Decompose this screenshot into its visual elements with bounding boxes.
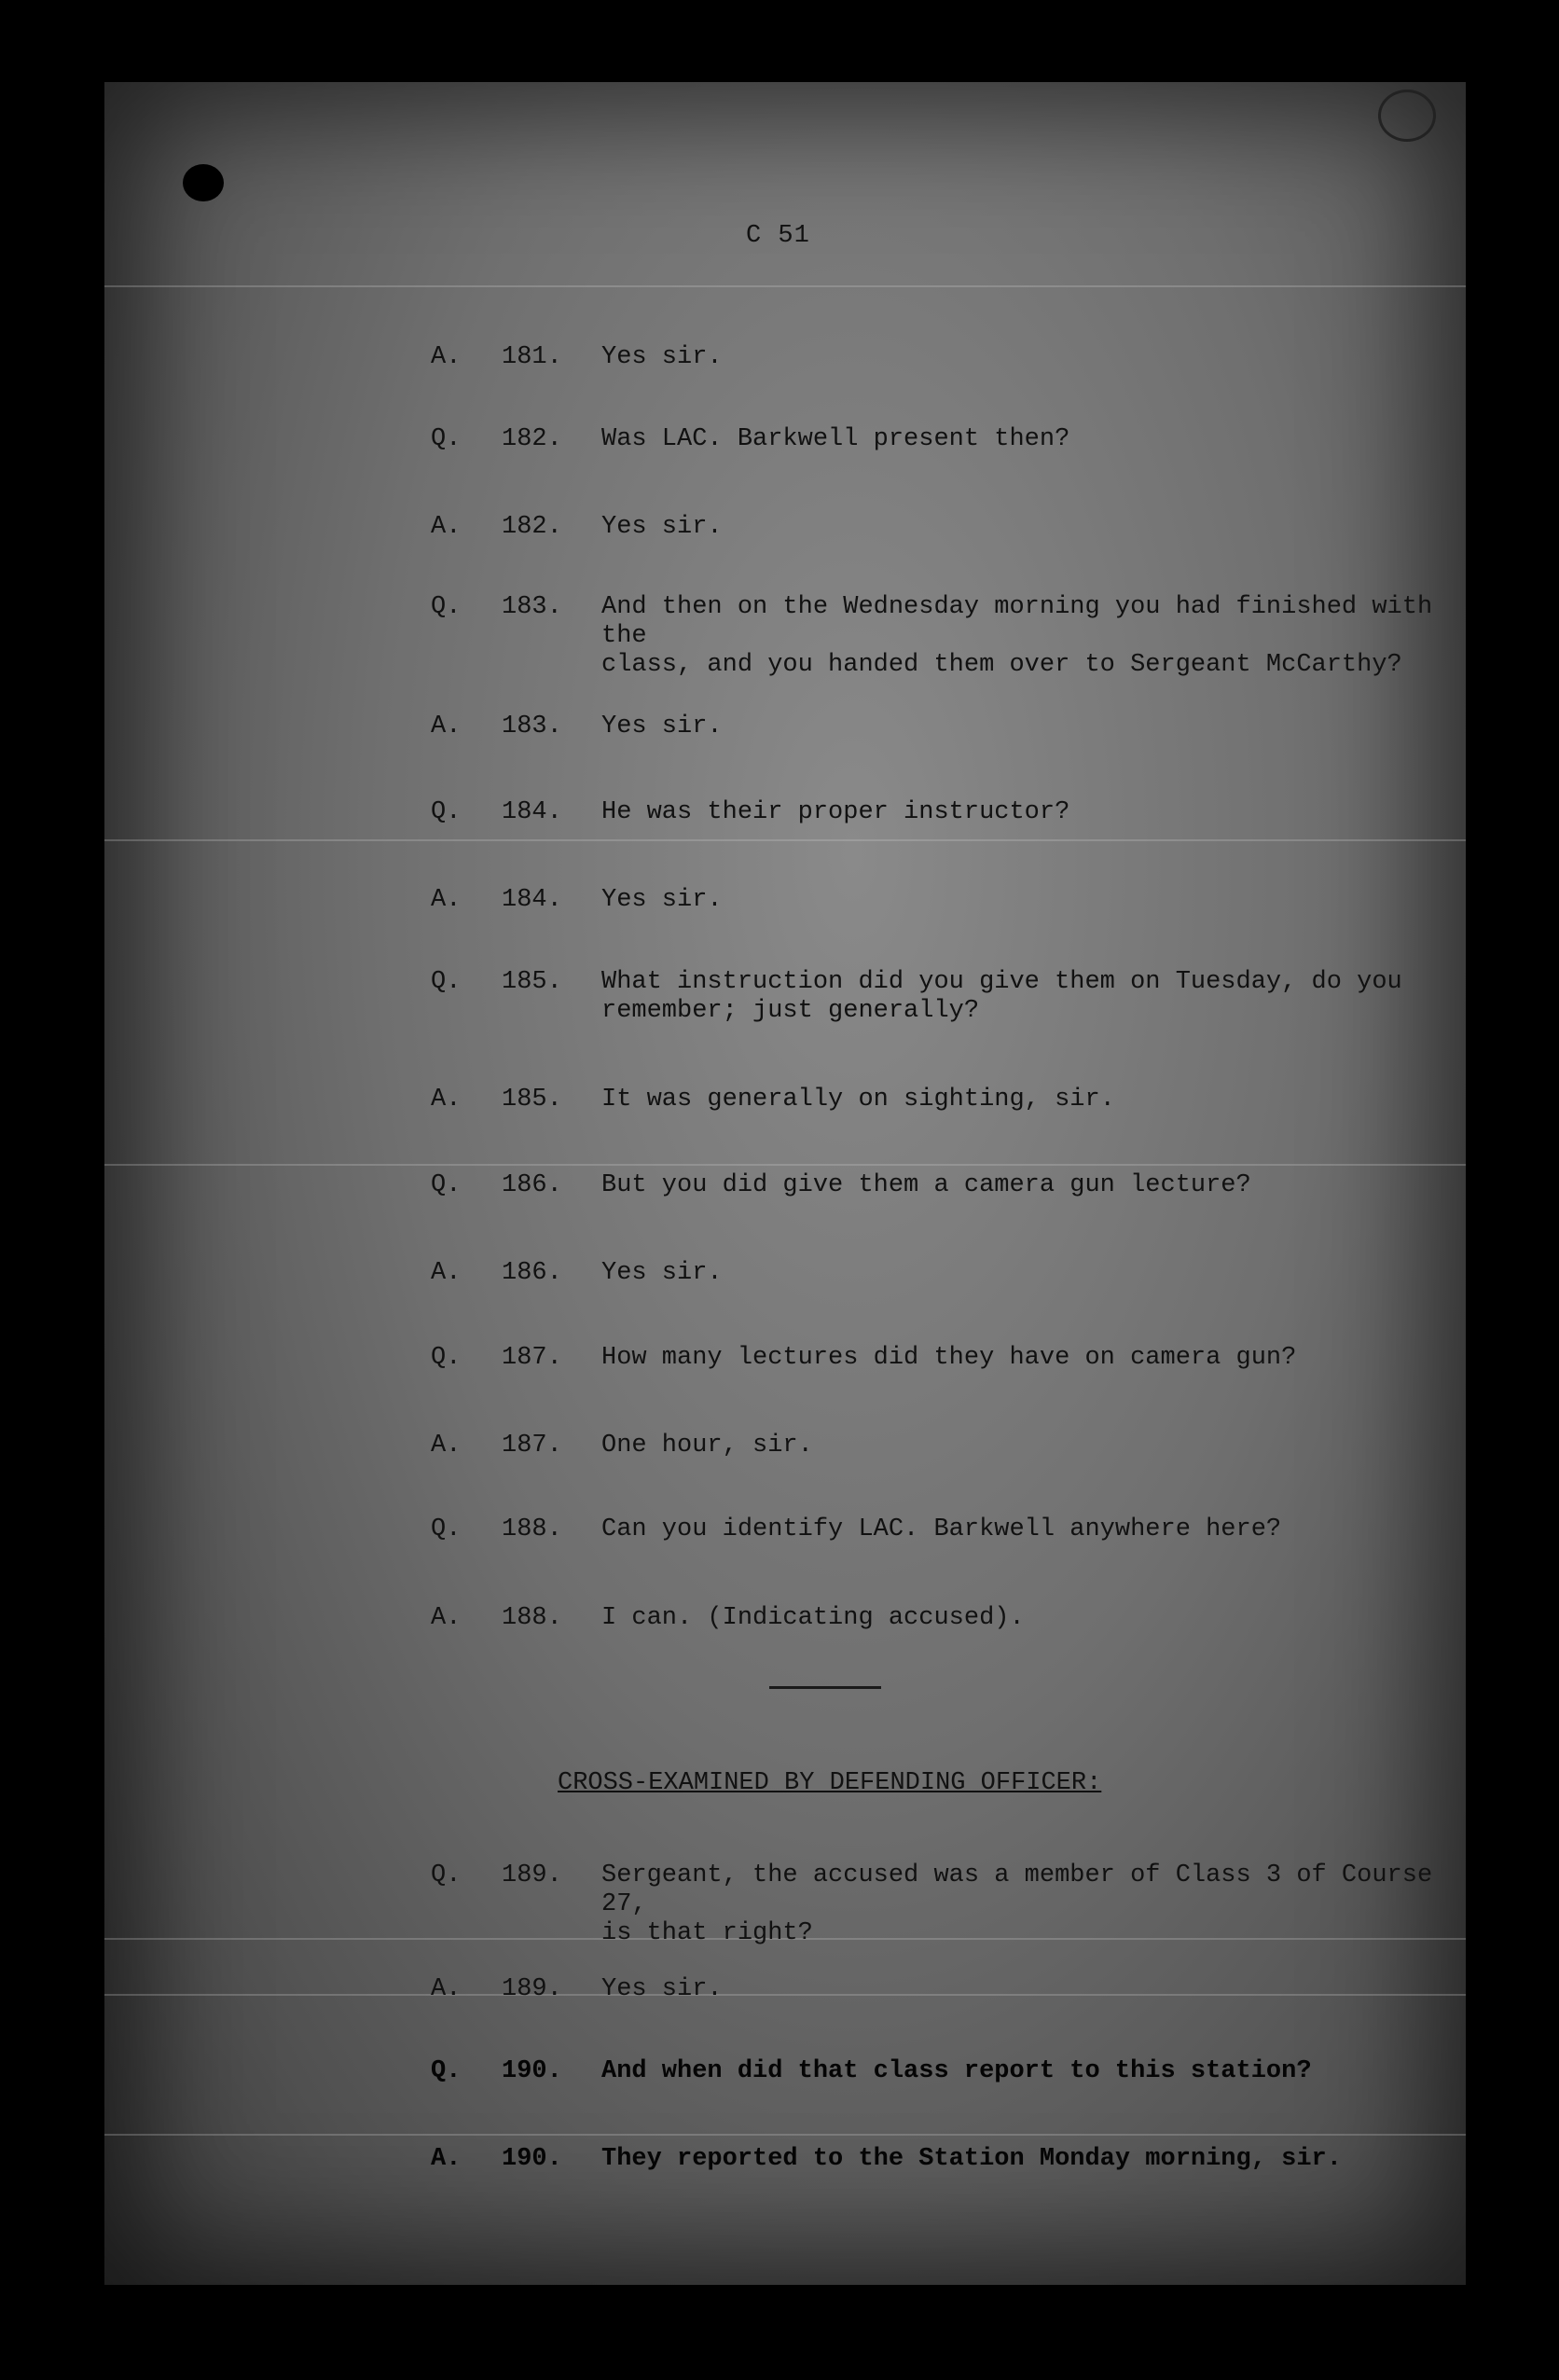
entry-number: 190. xyxy=(502,2057,562,2085)
entry-text: But you did give them a camera gun lecture? xyxy=(601,1171,1251,1199)
entry-number: 182. xyxy=(502,425,562,453)
entry-label: A. xyxy=(431,1432,462,1460)
entry-number: 186. xyxy=(502,1171,562,1199)
entry-text: What instruction did you give them on Tuesday, do you remember; just generally? xyxy=(601,968,1402,1025)
entry-number: 189. xyxy=(502,1975,562,2003)
entry-number: 190. xyxy=(502,2145,562,2173)
entry-label: Q. xyxy=(431,593,462,621)
entry-label: Q. xyxy=(431,2057,462,2085)
fold-line xyxy=(104,1164,1466,1166)
entry-number: 185. xyxy=(502,1086,562,1114)
entry-text: It was generally on sighting, sir. xyxy=(601,1086,1115,1114)
entry-label: Q. xyxy=(431,425,462,453)
entry-number: 184. xyxy=(502,886,562,914)
entry-number: 181. xyxy=(502,343,562,371)
ink-blot xyxy=(183,164,224,201)
entry-number: 183. xyxy=(502,593,562,621)
fold-line xyxy=(104,839,1466,841)
entry-label: A. xyxy=(431,2145,462,2173)
entry-label: A. xyxy=(431,343,462,371)
entry-text: He was their proper instructor? xyxy=(601,798,1070,826)
separator-line xyxy=(769,1686,881,1689)
entry-number: 186. xyxy=(502,1259,562,1287)
entry-number: 182. xyxy=(502,513,562,541)
entry-label: Q. xyxy=(431,798,462,826)
entry-label: A. xyxy=(431,1259,462,1287)
entry-text: Can you identify LAC. Barkwell anywhere here? xyxy=(601,1515,1282,1543)
entry-text: One hour, sir. xyxy=(601,1432,813,1460)
entry-text: They reported to the Station Monday morning, sir. xyxy=(601,2145,1342,2173)
entry-label: A. xyxy=(431,713,462,740)
page-number: C 51 xyxy=(746,222,810,250)
entry-number: 184. xyxy=(502,798,562,826)
entry-text: And when did that class report to this station? xyxy=(601,2057,1312,2085)
entry-label: Q. xyxy=(431,1344,462,1372)
entry-number: 187. xyxy=(502,1344,562,1372)
entry-number: 188. xyxy=(502,1604,562,1632)
entry-label: A. xyxy=(431,1086,462,1114)
entry-text: Yes sir. xyxy=(601,1259,723,1287)
entry-number: 189. xyxy=(502,1861,562,1889)
section-heading: CROSS-EXAMINED BY DEFENDING OFFICER: xyxy=(558,1769,1102,1797)
entry-number: 187. xyxy=(502,1432,562,1460)
entry-text: I can. (Indicating accused). xyxy=(601,1604,1025,1632)
entry-label: Q. xyxy=(431,1515,462,1543)
entry-text: Yes sir. xyxy=(601,713,723,740)
corner-stamp-mark xyxy=(1378,90,1436,142)
entry-text: How many lectures did they have on camera gun? xyxy=(601,1344,1297,1372)
entry-number: 188. xyxy=(502,1515,562,1543)
fold-line xyxy=(104,2134,1466,2136)
entry-label: A. xyxy=(431,886,462,914)
entry-text: Was LAC. Barkwell present then? xyxy=(601,425,1070,453)
entry-label: A. xyxy=(431,1604,462,1632)
entry-number: 185. xyxy=(502,968,562,996)
entry-text: Yes sir. xyxy=(601,1975,723,2003)
entry-text: Yes sir. xyxy=(601,513,723,541)
entry-text: Yes sir. xyxy=(601,886,723,914)
fold-line xyxy=(104,285,1466,287)
entry-number: 183. xyxy=(502,713,562,740)
entry-text: And then on the Wednesday morning you had finished with the class, and you handed them over to Sergeant McCarthy? xyxy=(601,593,1433,679)
entry-label: Q. xyxy=(431,968,462,996)
entry-text: Sergeant, the accused was a member of Class 3 of Course 27, is that right? xyxy=(601,1861,1433,1947)
entry-label: Q. xyxy=(431,1861,462,1889)
entry-label: A. xyxy=(431,1975,462,2003)
entry-label: Q. xyxy=(431,1171,462,1199)
entry-label: A. xyxy=(431,513,462,541)
entry-text: Yes sir. xyxy=(601,343,723,371)
